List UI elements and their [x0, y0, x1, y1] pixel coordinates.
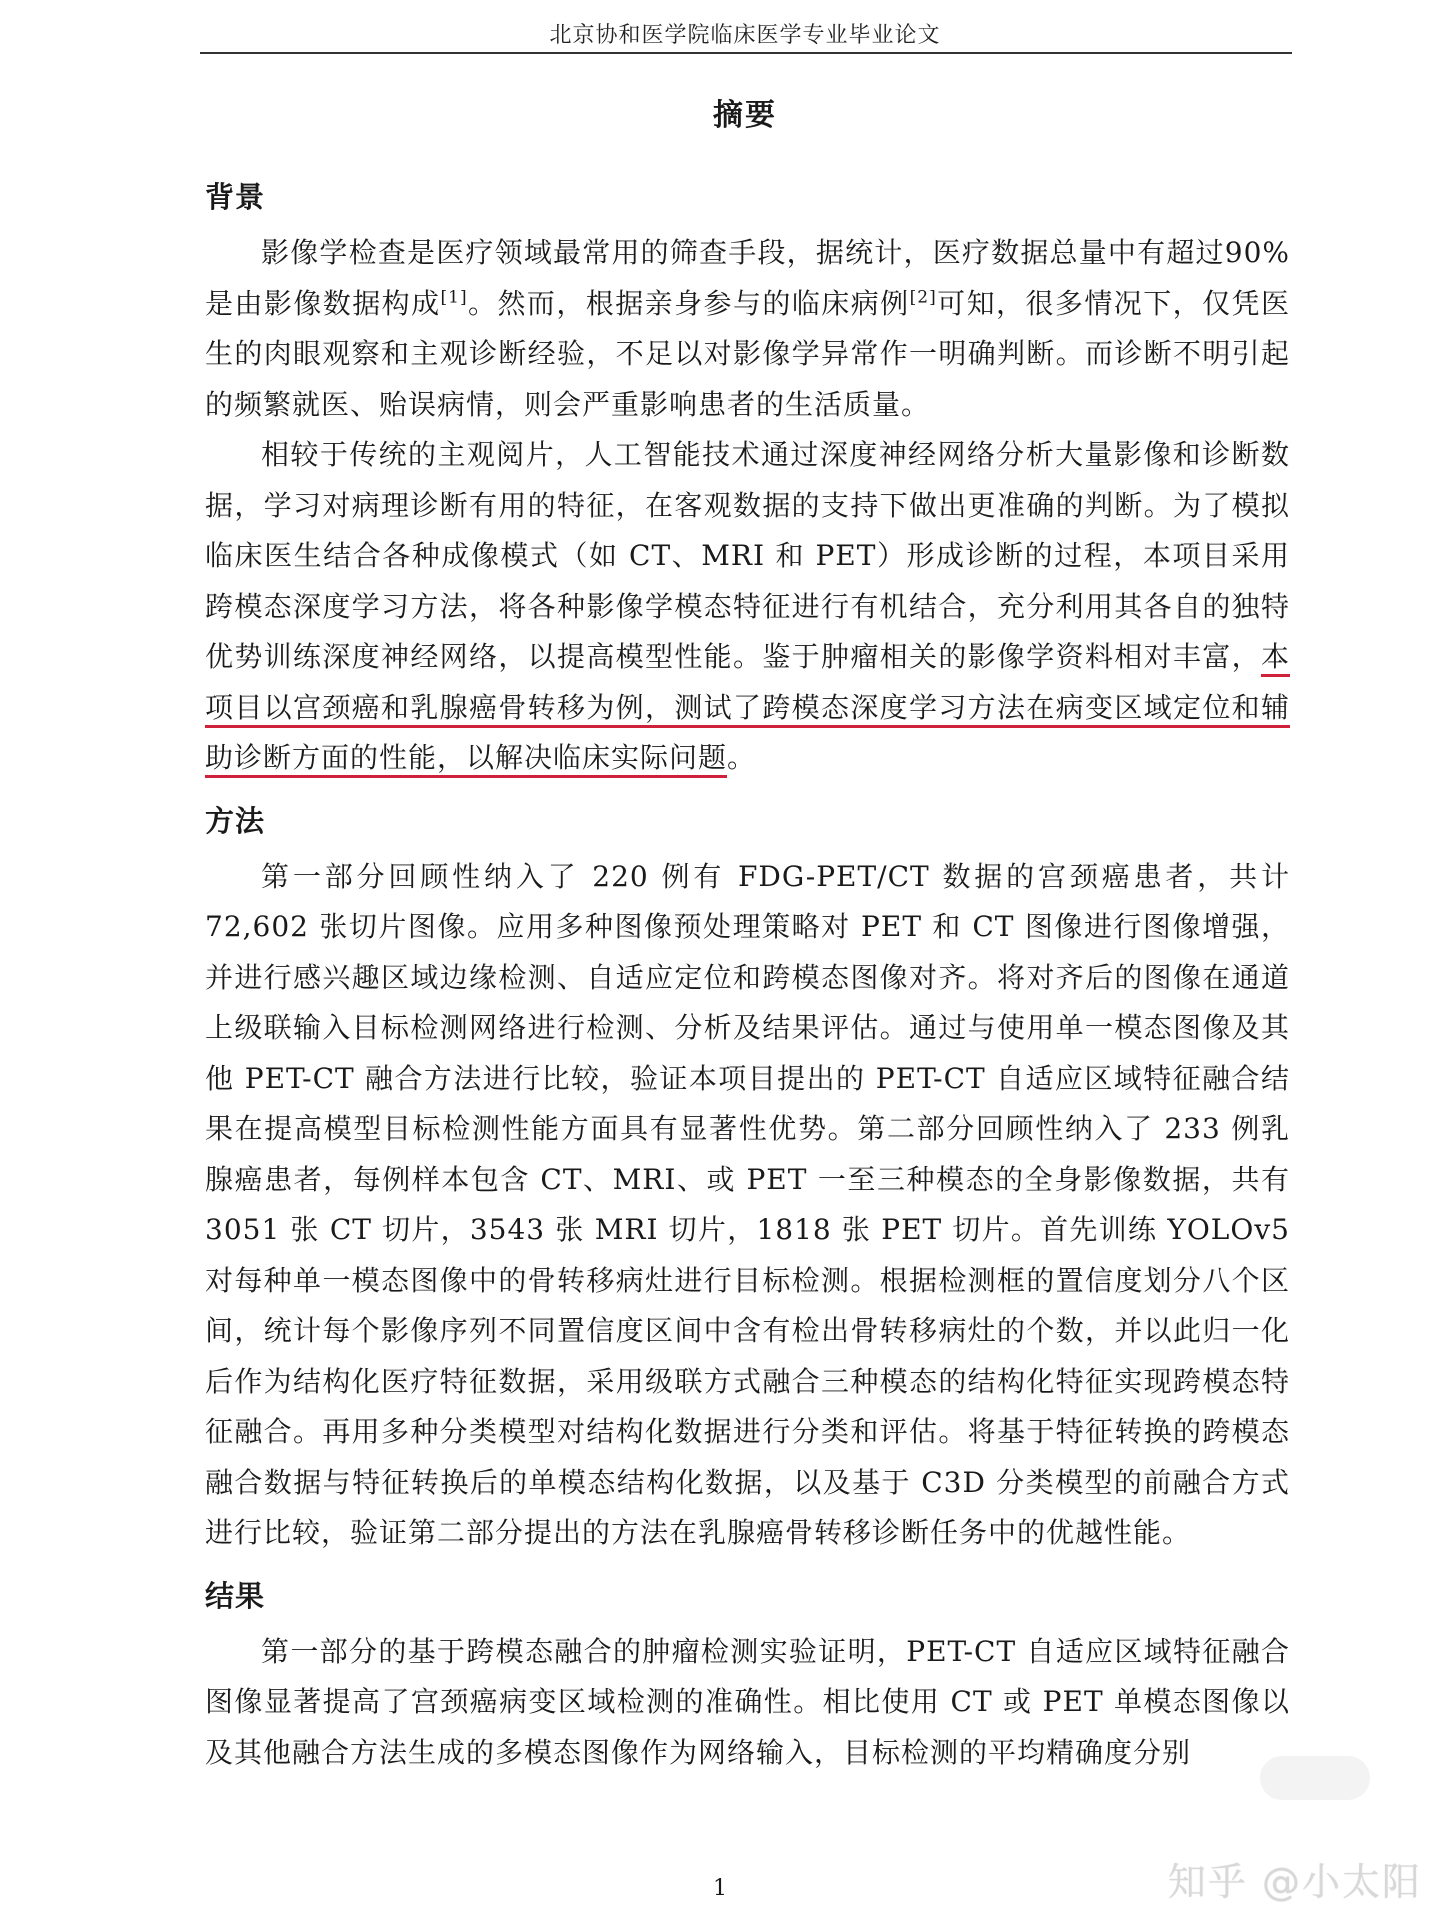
abstract-body [205, 170, 1290, 1778]
page-number: 1 [713, 1876, 727, 1901]
section-heading-methods: 方法 [205, 803, 266, 838]
highlighted-sentence: 本项目以宫颈癌和乳腺癌骨转移为例，测试了跨模态深度学习方法在病变区域定位和辅助诊断方面的性能，以解决临床实际问题 [205, 640, 1290, 774]
results-paragraph: 第一部分的基于跨模态融合的肿瘤检测实验证明，PET-CT 自适应区域特征融合图像显著提高了宫颈癌病变区域检测的准确性。相比使用 CT 或 PET 单模态图像以及其他融合方法生成的多模态图像作为网络输入，目标检测的平均精确度分别 [205, 1634, 1290, 1769]
watermark-badge [1260, 1756, 1370, 1800]
section-heading-background: 背景 [205, 180, 266, 214]
section-heading-results: 结果 [205, 1578, 266, 1613]
citation-1: [1] [440, 287, 468, 308]
abstract-title: 摘要 [713, 98, 777, 133]
background-p1-text-a: 影像学检查是医疗领域最常用的筛查手段，据统计，医疗数据总量中有超过90%是由影像数据构成 [205, 236, 1290, 320]
background-p2-end: 。 [727, 741, 757, 774]
citation-2: [2] [909, 287, 937, 308]
background-p2-text-a: 相较于传统的主观阅片，人工智能技术通过深度神经网络分析大量影像和诊断数据，学习对病理诊断有用的特征，在客观数据的支持下做出更准确的判断。为了模拟临床医生结合各种成像模式（如 CT、MRI 和 PET）形成诊断的过程，本项目采用跨模态深度学习方法，将各种影像学模态特征进行有机结合，充分利用其各自的独特优势训练深度神经网络，以提高模型性能。鉴于肿瘤相关的影像学资料相对丰富， [205, 438, 1290, 673]
background-paragraph-2 [205, 430, 1290, 784]
header-rule [200, 52, 1292, 54]
running-header: 北京协和医学院临床医学专业毕业论文 [549, 23, 941, 48]
background-p1-text-c: 可知，很多情况下，仅凭医生的肉眼观察和主观诊断经验，不足以对影像学异常作一明确判断。而诊断不明引起的频繁就医、贻误病情，则会严重影响患者的生活质量。 [205, 286, 1290, 421]
background-paragraph-1 [205, 228, 1290, 430]
methods-paragraph: 第一部分回顾性纳入了 220 例有 FDG-PET/CT 数据的宫颈癌患者，共计 72,602 张切片图像。应用多种图像预处理策略对 PET 和 CT 图像进行图像增强，并进行感兴趣区域边缘检测、自适应定位和跨模态图像对齐。将对齐后的图像在通道上级联输入目标检测网络进行检测、分析及结果评估。通过与使用单一模态图像及其他 PET-CT 融合方法进行比较，验证本项目提出的 PET-CT 自适应区域特征融合结果在提高模型目标检测性能方面具有显著性优势。第二部分回顾性纳入了 233 例乳腺癌患者，每例样本包含 CT、MRI、或 PET 一至三种模态的全身影像数据，共有 3051 张 CT 切片，3543 张 MRI 切片，1818 张 PET 切片。首先训练 YOLOv5 对每种单一模态图像中的骨转移病灶进行目标检测。根据检测框的置信度划分八个区间，统计每个影像序列不同置信度区间中含有检出骨转移病灶的个数，并以此归一化后作为结构化医疗特征数据，采用级联方式融合三种模态的结构化特征实现跨模态特征融合。再用多种分类模型对结构化数据进行分类和评估。将基于特征转换的跨模态融合数据与特征转换后的单模态结构化数据，以及基于 C3D 分类模型的前融合方式进行比较，验证第二部分提出的方法在乳腺癌骨转移诊断任务中的优越性能。 [205, 859, 1290, 1549]
zhihu-watermark: 知乎 @小太阳 [1167, 1860, 1422, 1904]
background-p1-text-b: 。然而，根据亲身参与的临床病例 [467, 286, 910, 320]
